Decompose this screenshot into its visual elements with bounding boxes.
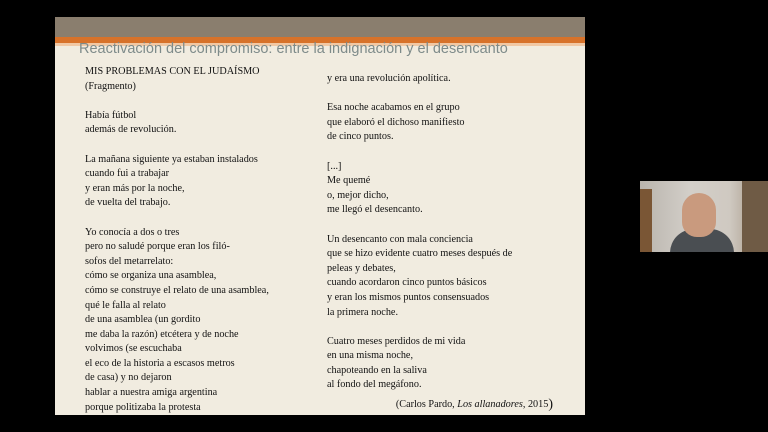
poem-line: de casa) y no dejaron: [85, 372, 172, 384]
poem-line: Esa noche acabamos en el grupo: [327, 102, 460, 114]
poem-line: al fondo del megáfono.: [327, 379, 422, 391]
poem-line: en una misma noche,: [327, 350, 414, 362]
webcam-background-bookshelf: [742, 181, 768, 252]
citation-close-paren: ): [548, 397, 553, 412]
poem-line: la primera noche.: [327, 306, 398, 318]
poem-line: Cuatro meses perdidos de mi vida: [327, 335, 466, 347]
poem-line: [...]: [327, 160, 342, 172]
poem-line: y eran los mismos puntos consensuados: [327, 291, 490, 303]
poem-line: Había fútbol: [85, 109, 137, 121]
poem-line: pero no saludé porque eran los filó-: [85, 241, 230, 253]
poem-line: Me quemé: [327, 175, 371, 187]
poem-line: que se hizo evidente cuatro meses después de: [327, 248, 513, 260]
poem-line: cuando acordaron cinco puntos básicos: [327, 277, 487, 289]
poem-line: qué le falla al relato: [85, 299, 166, 311]
poem-line: [85, 211, 269, 226]
poem-right-column: [327, 72, 512, 393]
webcam-video-tile[interactable]: [640, 181, 768, 252]
poem-subheading: (Fragmento): [85, 80, 136, 92]
poem-line: hablar a nuestra amiga argentina: [85, 387, 218, 399]
poem-line: me daba la razón) etcétera y de noche: [85, 328, 239, 340]
poem-right-lines: [327, 72, 512, 393]
poem-line: Un desencanto con mala conciencia: [327, 233, 473, 245]
poem-line: o, mejor dicho,: [327, 189, 389, 201]
poem-line: [327, 218, 512, 233]
poem-line: cuando fui a trabajar: [85, 168, 170, 180]
slide-header-bar: [55, 17, 585, 37]
presentation-slide: [55, 17, 585, 415]
poem-line: de una asamblea (un gordito: [85, 314, 201, 326]
poem-line: el eco de la historia a escasos metros: [85, 357, 235, 369]
poem-line: [327, 145, 512, 160]
poem-line: cómo se organiza una asamblea,: [85, 270, 217, 282]
citation-book: Los allanadores: [457, 399, 523, 410]
poem-heading: MIS PROBLEMAS CON EL JUDAÍSMO: [85, 66, 260, 77]
poem-line: de vuelta del trabajo.: [85, 197, 171, 209]
poem-line: además de revolución.: [85, 124, 177, 136]
poem-left-lines: [85, 94, 269, 415]
poem-line: de cinco puntos.: [327, 131, 394, 143]
poem-line: [327, 320, 512, 335]
poem-line: [85, 138, 269, 153]
poem-line: sofos del metarrelato:: [85, 255, 174, 267]
poem-line: y era una revolución apolítica.: [327, 73, 451, 84]
poem-line: volvimos (se escuchaba: [85, 343, 182, 355]
citation-year: , 2015: [522, 399, 549, 410]
poem-line: La mañana siguiente ya estaban instalados: [85, 153, 258, 165]
poem-line: me llegó el desencanto.: [327, 204, 423, 216]
poem-line: peleas y debates,: [327, 262, 396, 274]
poem-line: que elaboró el dichoso manifiesto: [327, 116, 465, 128]
poem-line: porque politizaba la protesta: [85, 401, 201, 413]
webcam-speaker-head: [682, 193, 716, 237]
citation-author: (Carlos Pardo,: [395, 399, 458, 410]
poem-left-column: [85, 65, 269, 415]
webcam-background-door: [640, 189, 652, 252]
slide-title: Reactivación del compromiso: entre la indignación y el desencanto: [79, 41, 508, 57]
poem-line: cómo se construye el relato de una asamblea,: [85, 284, 269, 296]
poem-line: [327, 87, 512, 102]
poem-citation: [396, 397, 553, 413]
poem-line: [85, 94, 269, 109]
poem-line: y eran más por la noche,: [85, 182, 185, 194]
poem-line: Yo conocía a dos o tres: [85, 226, 180, 238]
poem-line: chapoteando en la saliva: [327, 364, 427, 376]
